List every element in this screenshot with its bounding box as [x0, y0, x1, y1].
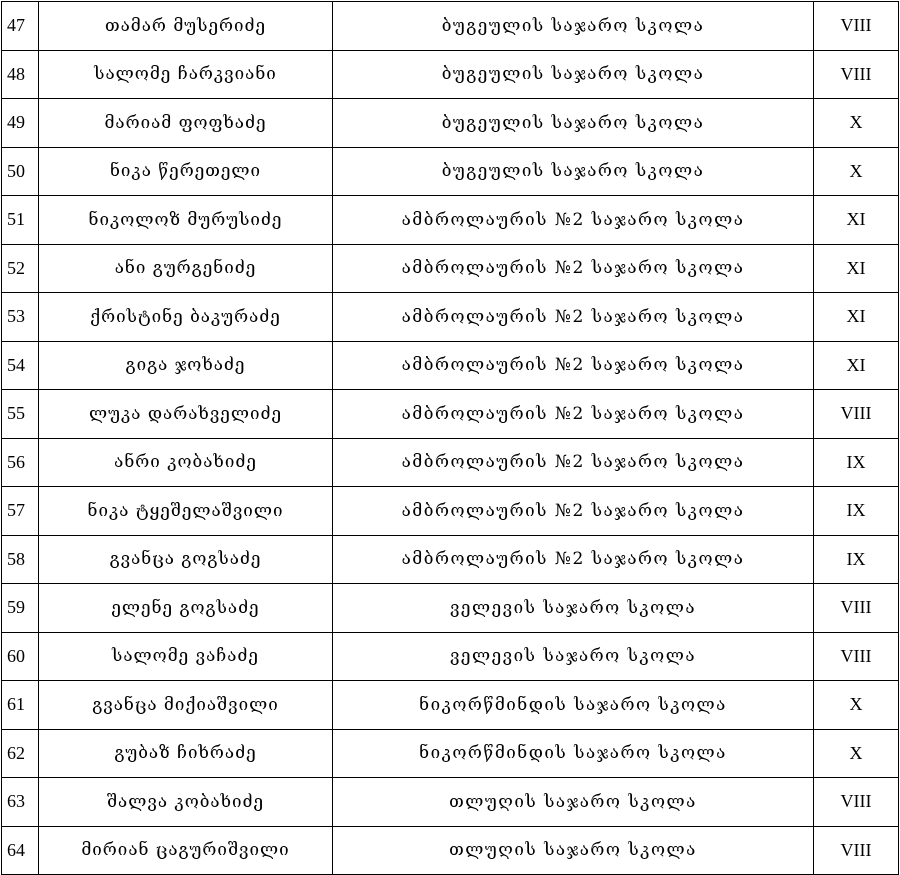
student-name-cell: სალომე ვაჩაძე — [39, 632, 333, 681]
table-row — [2, 826, 899, 875]
table-row — [2, 778, 899, 827]
school-name-cell: ამბროლაურის №2 საჯარო სკოლა — [333, 196, 814, 245]
school-name-cell: ბუგეულის საჯარო სკოლა — [333, 50, 814, 99]
student-name-cell: ელენე გოგსაძე — [39, 584, 333, 633]
grade-cell: VIII — [814, 632, 899, 681]
grade-cell: XI — [814, 244, 899, 293]
row-number-cell: 53 — [2, 293, 39, 342]
table-row — [2, 584, 899, 633]
table-row — [2, 729, 899, 778]
grade-cell: IX — [814, 438, 899, 487]
student-name-cell: ნიკა ტყეშელაშვილი — [39, 487, 333, 536]
student-name-cell: მარიამ ფოფხაძე — [39, 99, 333, 148]
row-number-cell: 49 — [2, 99, 39, 148]
row-number-cell: 61 — [2, 681, 39, 730]
grade-cell: VIII — [814, 778, 899, 827]
student-name-cell: გიგა ჯოხაძე — [39, 341, 333, 390]
student-name-cell: მირიან ცაგურიშვილი — [39, 826, 333, 875]
table-row — [2, 390, 899, 439]
table-row — [2, 632, 899, 681]
school-name-cell: ველევის საჯარო სკოლა — [333, 632, 814, 681]
school-name-cell: ნიკორწმინდის საჯარო სკოლა — [333, 729, 814, 778]
school-name-cell: ამბროლაურის №2 საჯარო სკოლა — [333, 535, 814, 584]
table-row — [2, 99, 899, 148]
row-number-cell: 54 — [2, 341, 39, 390]
school-name-cell: ბუგეულის საჯარო სკოლა — [333, 99, 814, 148]
row-number-cell: 62 — [2, 729, 39, 778]
grade-cell: IX — [814, 487, 899, 536]
grade-cell: X — [814, 99, 899, 148]
school-name-cell: ამბროლაურის №2 საჯარო სკოლა — [333, 438, 814, 487]
row-number-cell: 60 — [2, 632, 39, 681]
row-number-cell: 52 — [2, 244, 39, 293]
student-name-cell: ლუკა დარახველიძე — [39, 390, 333, 439]
student-name-cell: თამარ მუსერიძე — [39, 2, 333, 51]
grade-cell: VIII — [814, 50, 899, 99]
grade-cell: VIII — [814, 826, 899, 875]
school-name-cell: ბუგეულის საჯარო სკოლა — [333, 2, 814, 51]
table-row — [2, 196, 899, 245]
grade-cell: VIII — [814, 584, 899, 633]
student-name-cell: გვანცა მიქიაშვილი — [39, 681, 333, 730]
student-name-cell: შალვა კობახიძე — [39, 778, 333, 827]
school-name-cell: ბუგეულის საჯარო სკოლა — [333, 147, 814, 196]
grade-cell: XI — [814, 293, 899, 342]
row-number-cell: 57 — [2, 487, 39, 536]
school-name-cell: ამბროლაურის №2 საჯარო სკოლა — [333, 487, 814, 536]
school-name-cell: ამბროლაურის №2 საჯარო სკოლა — [333, 390, 814, 439]
table-row — [2, 50, 899, 99]
table-row — [2, 244, 899, 293]
school-name-cell: თლუღის საჯარო სკოლა — [333, 778, 814, 827]
row-number-cell: 56 — [2, 438, 39, 487]
row-number-cell: 64 — [2, 826, 39, 875]
student-name-cell: ანი გურგენიძე — [39, 244, 333, 293]
table-row — [2, 681, 899, 730]
table-row — [2, 2, 899, 51]
grade-cell: X — [814, 681, 899, 730]
grade-cell: X — [814, 147, 899, 196]
grade-cell: VIII — [814, 2, 899, 51]
row-number-cell: 47 — [2, 2, 39, 51]
row-number-cell: 63 — [2, 778, 39, 827]
student-name-cell: ნიკა წერეთელი — [39, 147, 333, 196]
school-name-cell: თლუღის საჯარო სკოლა — [333, 826, 814, 875]
grade-cell: XI — [814, 341, 899, 390]
student-name-cell: სალომე ჩარკვიანი — [39, 50, 333, 99]
table-row — [2, 535, 899, 584]
school-name-cell: ამბროლაურის №2 საჯარო სკოლა — [333, 293, 814, 342]
row-number-cell: 58 — [2, 535, 39, 584]
table-row — [2, 293, 899, 342]
row-number-cell: 50 — [2, 147, 39, 196]
school-name-cell: ამბროლაურის №2 საჯარო სკოლა — [333, 244, 814, 293]
table-row — [2, 487, 899, 536]
student-name-cell: ანრი კობახიძე — [39, 438, 333, 487]
grade-cell: XI — [814, 196, 899, 245]
table-row — [2, 438, 899, 487]
student-name-cell: გვანცა გოგსაძე — [39, 535, 333, 584]
grade-cell: IX — [814, 535, 899, 584]
student-name-cell: ნიკოლოზ მურუსიძე — [39, 196, 333, 245]
table-row — [2, 147, 899, 196]
grade-cell: X — [814, 729, 899, 778]
participants-table-body — [2, 2, 899, 875]
school-name-cell: ამბროლაურის №2 საჯარო სკოლა — [333, 341, 814, 390]
student-name-cell: ქრისტინე ბაკურაძე — [39, 293, 333, 342]
participants-table — [1, 1, 899, 875]
student-name-cell: გუბაზ ჩიხრაძე — [39, 729, 333, 778]
school-name-cell: ველევის საჯარო სკოლა — [333, 584, 814, 633]
row-number-cell: 48 — [2, 50, 39, 99]
table-row — [2, 341, 899, 390]
row-number-cell: 55 — [2, 390, 39, 439]
grade-cell: VIII — [814, 390, 899, 439]
row-number-cell: 51 — [2, 196, 39, 245]
school-name-cell: ნიკორწმინდის საჯარო სკოლა — [333, 681, 814, 730]
row-number-cell: 59 — [2, 584, 39, 633]
